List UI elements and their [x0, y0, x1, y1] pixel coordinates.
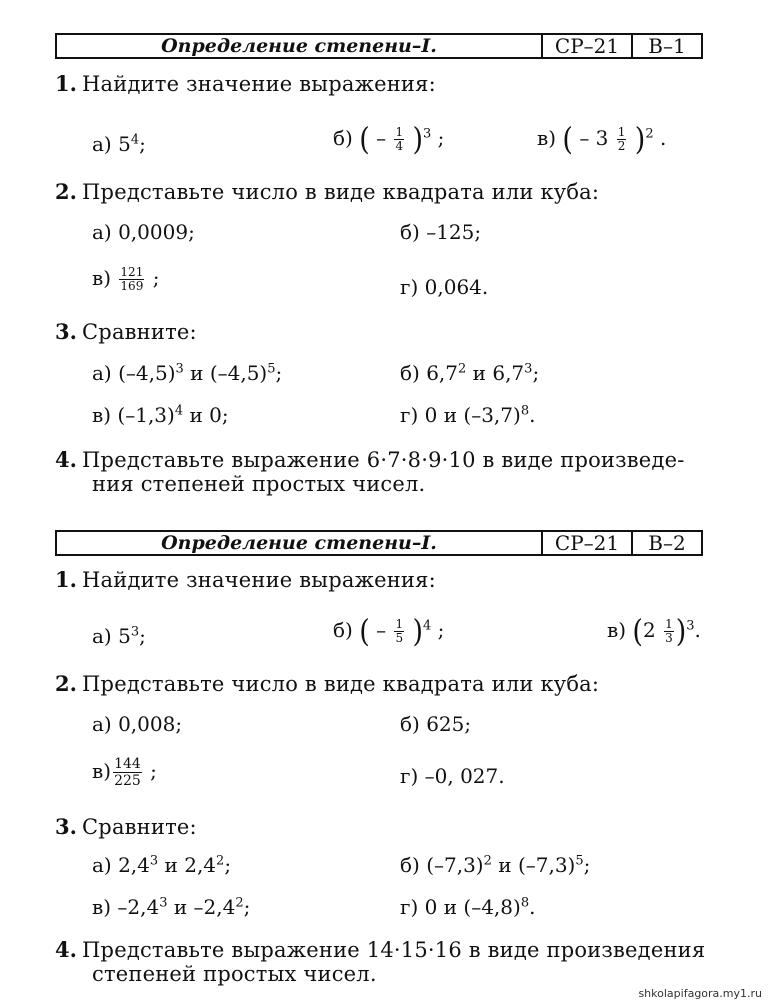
item-label: в) [92, 266, 112, 290]
v2-t2-item-a: а) 0,008; [92, 712, 183, 736]
denominator: 169 [120, 279, 144, 293]
task-4-v1 [55, 447, 685, 472]
v1-t2-item-b: б) –125; [400, 220, 482, 244]
denominator: 225 [114, 773, 141, 789]
paren-open: ( [562, 121, 573, 158]
header-variant: В–1 [631, 35, 701, 57]
item-exponent: 2 [645, 126, 654, 142]
item-exponent: 2 [483, 853, 492, 869]
item-base: 5 [118, 624, 131, 648]
task-3-v2 [55, 814, 197, 839]
item-exponent: 8 [520, 895, 530, 911]
item-end: ; [275, 361, 283, 385]
numerator: 1 [395, 617, 404, 631]
fraction [394, 618, 404, 645]
task-number: 2. [55, 179, 77, 204]
item-label: а) [92, 132, 112, 156]
header-v1 [55, 33, 703, 59]
denominator: 2 [617, 139, 626, 153]
item-end: ; [437, 618, 445, 642]
paren-close: ) [412, 121, 424, 158]
v1-t1-item-c [537, 121, 667, 158]
header-code: СР–21 [541, 35, 631, 57]
item-sign: – 3 [579, 126, 609, 150]
v1-t1-item-b [333, 121, 445, 158]
v1-t1-item-a [92, 132, 146, 156]
item-text: б) 6,7 [400, 361, 459, 385]
paren-open: ( [359, 121, 370, 158]
v2-t1-item-a [92, 624, 146, 648]
item-exponent: 3 [159, 895, 168, 911]
item-exponent: 3 [130, 624, 140, 640]
header-title: Определение степени–I. [161, 532, 437, 554]
paren-close: ) [634, 121, 646, 158]
task-number: 1. [55, 567, 77, 592]
item-sign: 2 [642, 618, 656, 642]
item-text: и (–7,3) [491, 853, 576, 877]
item-sign: – [376, 618, 387, 642]
v1-t2-item-d: г) 0,064. [400, 275, 489, 299]
numerator: 1 [617, 125, 626, 139]
item-exponent: 4 [423, 618, 432, 634]
task-number: 2. [55, 671, 77, 696]
item-end: ; [243, 895, 251, 919]
item-exponent: 2 [235, 895, 244, 911]
item-exponent: 5 [575, 853, 584, 869]
item-exponent: 2 [458, 361, 467, 377]
paren-close: ) [412, 613, 424, 650]
task-text: Сравните: [82, 815, 197, 839]
item-label: а) [92, 624, 112, 648]
task-text: Представьте выражение 14·15·16 в виде произведения [82, 938, 706, 962]
v2-t2-item-b: б) 625; [400, 712, 472, 736]
item-exponent: 3 [524, 361, 533, 377]
item-label: б) [333, 126, 353, 150]
v2-t3-item-b [400, 853, 590, 877]
item-text: г) 0 и (–3,7) [400, 403, 521, 427]
numerator: 144 [114, 756, 141, 772]
item-end: ; [152, 266, 160, 290]
paren-close: ) [675, 613, 687, 650]
task-number: 4. [55, 447, 77, 472]
task-2-v1 [55, 179, 599, 204]
item-end: ; [583, 853, 591, 877]
item-exponent: 3 [686, 618, 695, 634]
task-2-v2 [55, 671, 599, 696]
item-text: а) (–4,5) [92, 361, 176, 385]
item-end: . [529, 403, 536, 427]
paren-open: ( [359, 613, 370, 650]
item-text: и –2,4 [167, 895, 236, 919]
v2-t1-item-b [333, 613, 445, 650]
v1-t3-item-a [92, 361, 282, 385]
item-exponent: 3 [149, 853, 159, 869]
item-label: б) [333, 618, 353, 642]
item-end: ; [150, 759, 157, 783]
task-4-v1-line2: ния степеней простых чисел. [92, 472, 426, 496]
header-v2 [55, 530, 703, 556]
item-label: в) [607, 618, 627, 642]
item-exponent: 5 [267, 361, 276, 377]
denominator: 4 [395, 139, 404, 153]
denominator: 5 [395, 631, 404, 645]
item-text: и (–4,5) [183, 361, 268, 385]
item-text: б) (–7,3) [400, 853, 484, 877]
item-end: ; [224, 853, 232, 877]
task-text: Представьте число в виде квадрата или куба: [82, 180, 600, 204]
task-4-v2-line2: степеней простых чисел. [92, 962, 377, 986]
watermark-site: shkolapifagora.my1.ru [638, 987, 762, 1000]
v1-t3-item-c [92, 403, 229, 427]
item-text: в) –2,4 [92, 895, 160, 919]
item-end: ; [139, 624, 146, 648]
denominator: 3 [665, 631, 673, 645]
numerator: 1 [665, 617, 673, 631]
item-end: . [694, 618, 701, 642]
numerator: 121 [120, 265, 144, 279]
task-text: Представьте число в виде квадрата или куба: [82, 672, 600, 696]
task-text: Представьте выражение 6·7·8·9·10 в виде произведе- [82, 448, 685, 472]
paren-open: ( [632, 613, 643, 650]
item-end: ; [139, 132, 146, 156]
v2-t3-item-a [92, 853, 231, 877]
item-end: и 0; [183, 403, 229, 427]
fraction [113, 756, 142, 789]
item-sign: – [376, 126, 387, 150]
item-text: г) 0 и (–4,8) [400, 895, 521, 919]
v1-t3-item-b [400, 361, 539, 385]
v2-t3-item-d [400, 895, 535, 919]
header-title: Определение степени–I. [161, 35, 437, 57]
task-number: 1. [55, 71, 77, 96]
header-variant: В–2 [631, 532, 701, 554]
item-exponent: 2 [216, 853, 225, 869]
fraction [617, 126, 627, 153]
task-text: Найдите значение выражения: [82, 72, 436, 96]
task-4-v2 [55, 937, 705, 962]
v2-t3-item-c [92, 895, 250, 919]
item-end: ; [532, 361, 540, 385]
task-number: 3. [55, 814, 77, 839]
item-text: в) (–1,3) [92, 403, 175, 427]
fraction [664, 618, 674, 645]
item-text: и 6,7 [466, 361, 525, 385]
item-text: и 2,4 [158, 853, 217, 877]
fraction [394, 126, 404, 153]
item-end: ; [437, 126, 445, 150]
task-number: 4. [55, 937, 77, 962]
v1-t2-item-c [92, 266, 159, 293]
v1-t2-item-a: а) 0,0009; [92, 220, 195, 244]
task-number: 3. [55, 319, 77, 344]
item-exponent: 3 [175, 361, 184, 377]
v2-t1-item-c [607, 613, 701, 650]
item-exponent: 3 [423, 126, 432, 142]
v2-t2-item-c [92, 756, 157, 789]
fraction [119, 266, 144, 293]
item-exponent: 4 [130, 132, 140, 148]
numerator: 1 [395, 125, 404, 139]
task-1-v2 [55, 567, 436, 592]
item-text: а) 2,4 [92, 853, 150, 877]
task-3-v1 [55, 319, 197, 344]
header-code: СР–21 [541, 532, 631, 554]
item-exponent: 8 [520, 403, 530, 419]
item-exponent: 4 [174, 403, 184, 419]
item-label: в) [537, 126, 557, 150]
v2-t2-item-d: г) –0, 027. [400, 764, 505, 788]
item-label: в) [92, 759, 112, 783]
item-base: 5 [118, 132, 131, 156]
task-text: Сравните: [82, 320, 197, 344]
item-end: . [659, 126, 667, 150]
item-end: . [529, 895, 536, 919]
task-1-v1 [55, 71, 436, 96]
task-text: Найдите значение выражения: [82, 568, 436, 592]
v1-t3-item-d [400, 403, 535, 427]
